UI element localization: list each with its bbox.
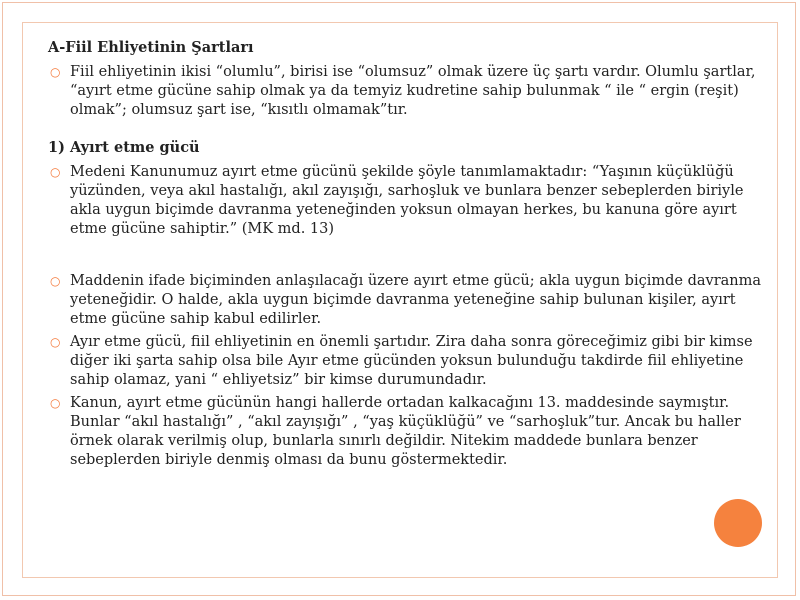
bullet-text: Maddenin ifade biçiminden anlaşılacağı üzere ayırt etme gücü; akla uygun biçimde davranma yeteneğidir. O halde, akla uygun biçimde davranma yeteneğine sahip bulunan kişiler, ayırt etme gücüne sahip kabul edilirler. [70, 273, 762, 327]
slide-content [48, 38, 768, 470]
bullet-circle-icon: ○ [50, 65, 61, 79]
bullet-item-interpretation [48, 272, 768, 329]
section-heading-conditions: A-Fiil Ehliyetinin Şartları [48, 39, 254, 56]
bullet-item-conditions [48, 63, 768, 120]
bullet-text: Fiil ehliyetinin ikisi “olumlu”, birisi ise “olumsuz” olmak üzere üç şartı vardır. Olumlu şartlar, “ayırt etme gücüne sahip olmak ya da temyiz kudretine sahip bulunmak “ ile “ ergin (reşit) olmak”; olumsuz şart ise, “kısıtlı olmamak”tır. [70, 64, 756, 118]
decorative-circle-icon [714, 499, 762, 547]
bullet-text: Kanun, ayırt etme gücünün hangi hallerde ortadan kalkacağını 13. maddesinde saymıştır. Bunlar “akıl hastalığı” , “akıl zayışığı” , “yaş küçüklüğü” ve “sarhoşluk”tur. Ancak bu haller örnek olarak verilmiş olup, bunlarla sınırlı değildir. Nitekim maddede bunlara benzer sebeplerden biriyle denmiş olması da bunu göstermektedir. [70, 395, 741, 468]
bullet-circle-icon: ○ [50, 335, 61, 349]
bullet-text: Medeni Kanunumuz ayırt etme gücünü şekilde şöyle tanımlamaktadır: “Yaşının küçüklüğü yüzünden, veya akıl hastalığı, akıl zayışığı, sarhoşluk ve bunlara benzer sebeplerden biriyle akla uygun biçimde davranma yeteneğinden yoksun olmayan herkes, bu kanuna göre ayırt etme gücüne sahiptir.” (MK md. 13) [70, 164, 744, 237]
bullet-circle-icon: ○ [50, 165, 61, 179]
section-heading-discernment: 1) Ayırt etme gücü [48, 139, 200, 156]
bullet-item-definition [48, 163, 768, 239]
bullet-circle-icon: ○ [50, 274, 61, 288]
bullet-text: Ayır etme gücü, fiil ehliyetinin en önemli şartıdır. Zira daha sonra göreceğimiz gibi bir kimse diğer iki şarta sahip olsa bile Ayır etme gücünden yoksun bulunduğu takdirde fiil ehliyetine sahip olamaz, yani “ ehliyetsiz” bir kimse durumundadır. [70, 334, 753, 388]
bullet-item-importance [48, 333, 768, 390]
bullet-circle-icon: ○ [50, 396, 61, 410]
bullet-item-causes [48, 394, 768, 470]
